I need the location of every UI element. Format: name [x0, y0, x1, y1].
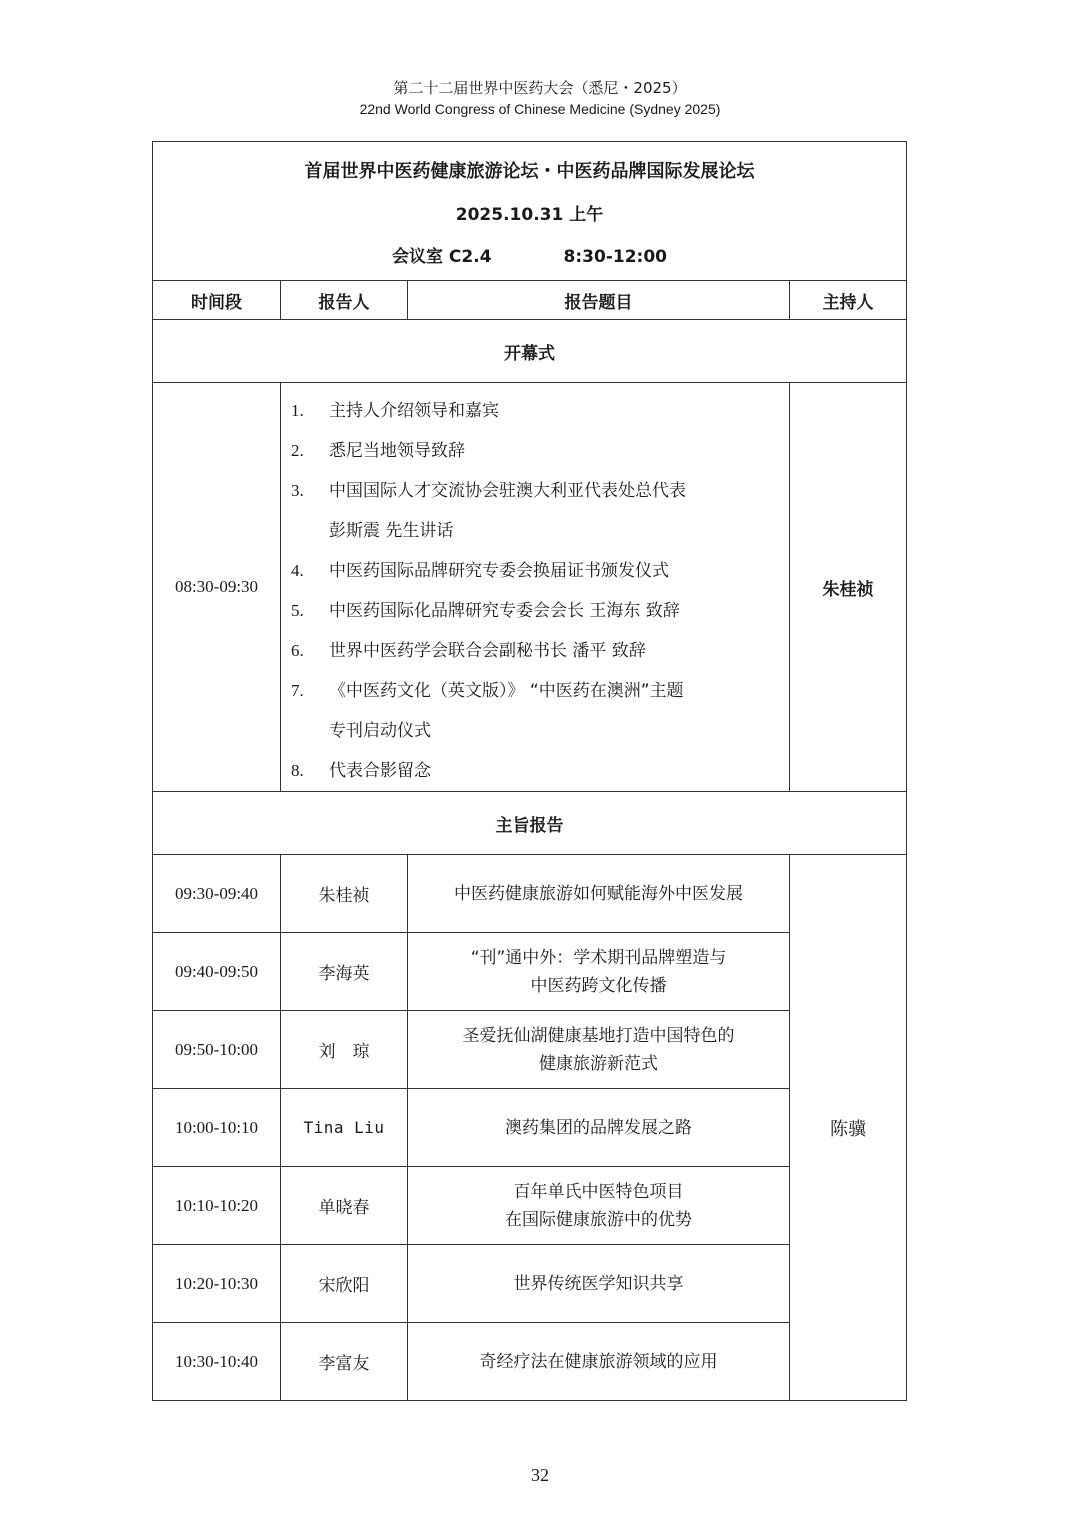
- talk-speaker: Tina Liu: [281, 1089, 408, 1167]
- agenda-item-number: 5.: [291, 601, 304, 620]
- opening-agenda-list: [281, 383, 789, 791]
- talk-time: 09:50-10:00: [153, 1011, 281, 1089]
- forum-title: 首届世界中医药健康旅游论坛・中医药品牌国际发展论坛: [304, 161, 755, 182]
- agenda-item-text: 彭斯震 先生讲话: [329, 521, 454, 541]
- agenda-item: [291, 431, 781, 471]
- forum-time: 8:30-12:00: [563, 247, 667, 267]
- agenda-item: [291, 511, 781, 551]
- keynote-host: 陈骥: [790, 855, 907, 1401]
- congress-title-en: 22nd World Congress of Chinese Medicine (Sydney 2025): [359, 101, 721, 117]
- agenda-item-number: 8.: [291, 761, 304, 780]
- agenda-item: [291, 711, 781, 751]
- talk-topic-line: 中医药跨文化传播: [530, 975, 667, 996]
- agenda-item-number: [291, 711, 329, 751]
- agenda-item: [291, 551, 781, 591]
- agenda-item: [291, 631, 781, 671]
- talk-time: 10:00-10:10: [153, 1089, 281, 1167]
- talk-topic-line: 世界传统医学知识共享: [513, 1273, 684, 1294]
- talk-speaker: 刘 琼: [281, 1011, 408, 1089]
- agenda-item-text: 专刊启动仪式: [329, 721, 431, 741]
- talk-speaker: 单晓春: [281, 1167, 408, 1245]
- agenda-item-text: 代表合影留念: [329, 761, 431, 781]
- agenda-item: [291, 391, 781, 431]
- talk-topic-line: 在国际健康旅游中的优势: [505, 1209, 692, 1230]
- talk-topic-line: 中医药健康旅游如何赋能海外中医发展: [454, 883, 743, 904]
- talk-time: 10:20-10:30: [153, 1245, 281, 1323]
- opening-time: 08:30-09:30: [153, 383, 281, 792]
- talk-speaker: 李富友: [281, 1323, 408, 1401]
- agenda-item-number: 4.: [291, 561, 304, 580]
- talk-speaker: 朱桂祯: [281, 855, 408, 933]
- agenda-item-number: 2.: [291, 441, 304, 460]
- talk-topic: [408, 1245, 790, 1323]
- opening-host: 朱桂祯: [790, 383, 907, 792]
- agenda-item: [291, 471, 781, 511]
- agenda-item-number: 1.: [291, 401, 304, 420]
- talk-topic: [408, 1011, 790, 1089]
- keynote-section-row: [153, 792, 907, 855]
- talk-time: 09:30-09:40: [153, 855, 281, 933]
- forum-date: 2025.10.31 上午: [455, 205, 604, 225]
- schedule-table: [152, 141, 907, 1401]
- opening-agenda-cell: [281, 383, 790, 792]
- col-header-time: 时间段: [153, 281, 281, 320]
- col-header-host: 主持人: [790, 281, 907, 320]
- forum-title-cell: [153, 142, 907, 281]
- talk-topic-line: 澳药集团的品牌发展之路: [505, 1117, 692, 1138]
- opening-row: [153, 383, 907, 792]
- talk-topic: [408, 855, 790, 933]
- agenda-item: [291, 591, 781, 631]
- talk-topic: [408, 1089, 790, 1167]
- agenda-item-number: 6.: [291, 641, 304, 660]
- keynote-section-title: 主旨报告: [153, 792, 907, 855]
- forum-room-time: [153, 242, 906, 267]
- agenda-item-text: 中医药国际品牌研究专委会换届证书颁发仪式: [329, 561, 669, 581]
- agenda-item: [291, 671, 781, 711]
- agenda-item-number: 3.: [291, 481, 304, 500]
- talk-time: 10:10-10:20: [153, 1167, 281, 1245]
- talk-topic: [408, 1167, 790, 1245]
- page-number: 32: [531, 1465, 549, 1485]
- talk-topic-line: 百年单氏中医特色项目: [513, 1181, 684, 1202]
- agenda-item-text: 中国国际人才交流协会驻澳大利亚代表处总代表: [329, 481, 686, 501]
- congress-title-cn: 第二十二届世界中医药大会（悉尼・2025）: [393, 79, 687, 97]
- col-header-topic: 报告题目: [408, 281, 790, 320]
- talk-topic-line: 奇经疗法在健康旅游领域的应用: [479, 1351, 718, 1372]
- agenda-item-text: 主持人介绍领导和嘉宾: [329, 401, 499, 421]
- agenda-item-text: 《中医药文化（英文版）》 “中医药在澳洲”主题: [329, 681, 684, 701]
- agenda-item-text: 悉尼当地领导致辞: [329, 441, 465, 461]
- talk-row: [153, 855, 907, 933]
- talk-topic-line: 健康旅游新范式: [539, 1053, 658, 1074]
- agenda-item-number: [291, 511, 329, 551]
- page-header: [0, 78, 1080, 119]
- col-header-speaker: 报告人: [281, 281, 408, 320]
- talk-speaker: 宋欣阳: [281, 1245, 408, 1323]
- forum-title-row: [153, 142, 907, 281]
- talk-time: 10:30-10:40: [153, 1323, 281, 1401]
- forum-room: 会议室 C2.4: [392, 247, 492, 267]
- agenda-item-text: 中医药国际化品牌研究专委会会长 王海东 致辞: [329, 601, 680, 621]
- agenda-item-text: 世界中医药学会联合会副秘书长 潘平 致辞: [329, 641, 646, 661]
- column-header-row: [153, 281, 907, 320]
- agenda-item: [291, 751, 781, 791]
- talk-topic: [408, 933, 790, 1011]
- talk-time: 09:40-09:50: [153, 933, 281, 1011]
- agenda-item-number: 7.: [291, 681, 304, 700]
- talk-topic-line: 圣爱抚仙湖健康基地打造中国特色的: [462, 1025, 735, 1046]
- talk-topic: [408, 1323, 790, 1401]
- talk-topic-line: “刊”通中外：学术期刊品牌塑造与: [470, 947, 727, 968]
- opening-section-row: [153, 320, 907, 383]
- opening-section-title: 开幕式: [153, 320, 907, 383]
- talk-speaker: 李海英: [281, 933, 408, 1011]
